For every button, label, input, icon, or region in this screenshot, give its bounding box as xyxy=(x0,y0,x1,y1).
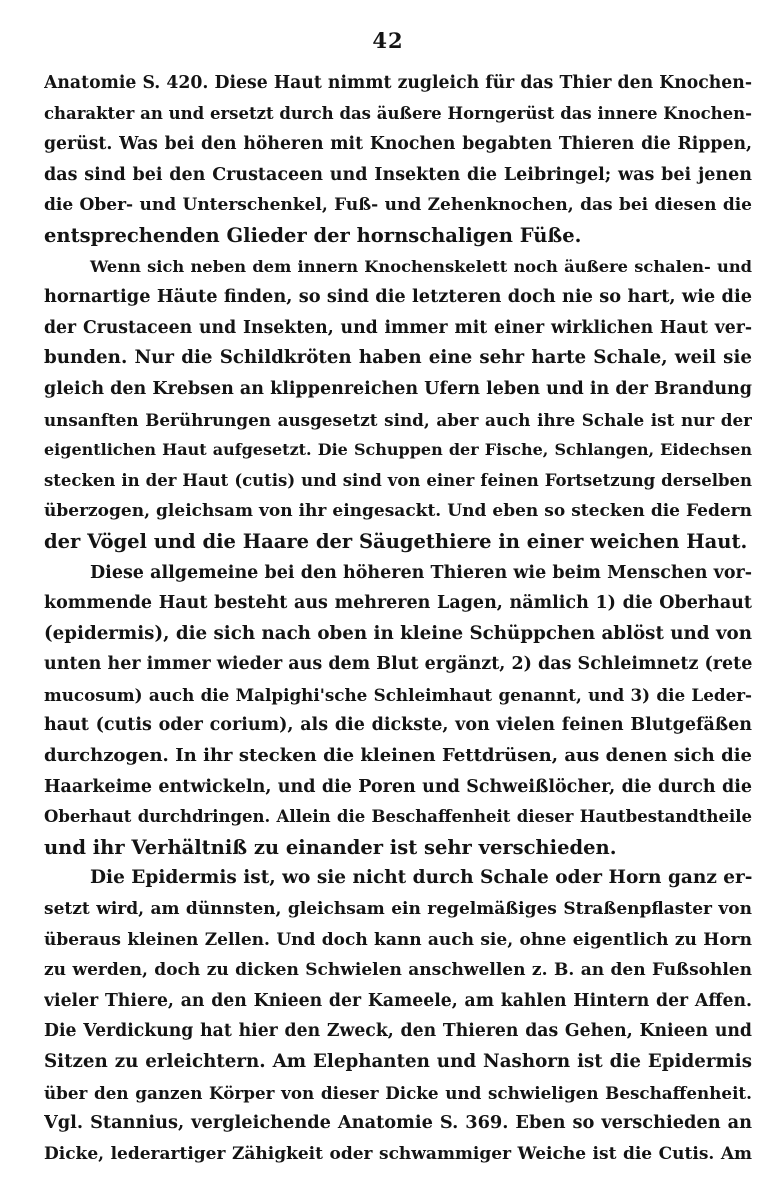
text-line: Anatomie S. 420. Diese Haut nimmt zugleich für das Thier den Knochen- xyxy=(44,73,752,93)
text-line: vieler Thiere, an den Knieen der Kameele, am kahlen Hintern der Affen. xyxy=(44,990,752,1011)
text-line: unsanften Berührungen ausgesetzt sind, aber auch ihre Schale ist nur der xyxy=(44,409,752,430)
paragraph-2 xyxy=(44,252,752,558)
text-line: der Crustaceen und Insekten, und immer mit einer wirklichen Haut ver- xyxy=(44,317,752,338)
text-line: unten her immer wieder aus dem Blut ergänzt, 2) das Schleimnetz (rete xyxy=(44,654,752,675)
paragraph-4 xyxy=(44,863,752,1169)
text-line: stecken in der Haut (cutis) und sind von einer feinen Fortsetzung derselben xyxy=(44,470,752,490)
text-line: das sind bei den Crustaceen und Insekten die Leibringel; was bei jenen xyxy=(44,164,752,185)
text-line: (epidermis), die sich nach oben in kleine Schüppchen ablöst und von xyxy=(44,622,752,644)
text-line: Diese allgemeine bei den höheren Thieren wie beim Menschen vor- xyxy=(90,562,752,583)
text-line: überzogen, gleichsam von ihr eingesackt. Und eben so stecken die Federn xyxy=(44,501,752,522)
text-line: gerüst. Was bei den höheren mit Knochen begabten Thieren die Rippen, xyxy=(44,134,752,155)
text-line: Vgl. Stannius, vergleichende Anatomie S. 369. Eben so verschieden an xyxy=(44,1112,752,1134)
text-line: charakter an und ersetzt durch das äußere Horngerüst das innere Knochen- xyxy=(44,103,752,123)
text-line: zu werden, doch zu dicken Schwielen anschwellen z. B. an den Fußsohlen xyxy=(44,960,752,981)
text-line: haut (cutis oder corium), als die dickste, von vielen feinen Blutgefäßen xyxy=(44,715,752,736)
text-line: und ihr Verhältniß zu einander ist sehr verschieden. xyxy=(44,835,617,859)
text-line: entsprechenden Glieder der hornschaligen Füße. xyxy=(44,223,582,247)
text-line: gleich den Krebsen an klippenreichen Ufern leben und in der Brandung xyxy=(44,378,752,399)
text-line: überaus kleinen Zellen. Und doch kann auch sie, ohne eigentlich zu Horn xyxy=(44,929,752,950)
text-line: mucosum) auch die Malpighi'sche Schleimhaut genannt, und 3) die Leder- xyxy=(44,684,752,705)
text-line: hornartige Häute finden, so sind die letzteren doch nie so hart, wie die xyxy=(44,286,752,308)
paragraph-3 xyxy=(44,558,752,864)
text-line: über den ganzen Körper von dieser Dicke und schwieligen Beschaffenheit. xyxy=(44,1082,752,1103)
text-line: eigentlichen Haut aufgesetzt. Die Schuppen der Fische, Schlangen, Eidechsen xyxy=(44,440,752,460)
text-line: die Ober- und Unterschenkel, Fuß- und Zehenknochen, das bei diesen die xyxy=(44,195,752,216)
text-line: setzt wird, am dünnsten, gleichsam ein regelmäßiges Straßenpflaster von xyxy=(44,899,752,920)
text-line: Haarkeime entwickeln, und die Poren und Schweißlöcher, die durch die xyxy=(44,776,752,797)
text-line: durchzogen. In ihr stecken die kleinen Fettdrüsen, aus denen sich die xyxy=(44,745,752,767)
text-line: der Vögel und die Haare der Säugethiere in einer weichen Haut. xyxy=(44,529,748,553)
text-line: Die Epidermis ist, wo sie nicht durch Schale oder Horn ganz er- xyxy=(90,867,752,889)
paragraph-1 xyxy=(44,68,752,252)
text-body xyxy=(44,68,752,1169)
text-line: Die Verdickung hat hier den Zweck, den Thieren das Gehen, Knieen und xyxy=(44,1021,752,1042)
text-line: bunden. Nur die Schildkröten haben eine sehr harte Schale, weil sie xyxy=(44,347,752,369)
text-line: Sitzen zu erleichtern. Am Elephanten und Nashorn ist die Epidermis xyxy=(44,1051,752,1072)
page-number: 42 xyxy=(372,28,404,53)
text-line: Oberhaut durchdringen. Allein die Beschaffenheit dieser Hautbestandtheile xyxy=(44,807,752,827)
text-line: Wenn sich neben dem innern Knochenskelett noch äußere schalen- und xyxy=(90,256,752,276)
text-line: Dicke, lederartiger Zähigkeit oder schwammiger Weiche ist die Cutis. Am xyxy=(44,1143,752,1164)
text-line: kommende Haut besteht aus mehreren Lagen, nämlich 1) die Oberhaut xyxy=(44,593,752,614)
